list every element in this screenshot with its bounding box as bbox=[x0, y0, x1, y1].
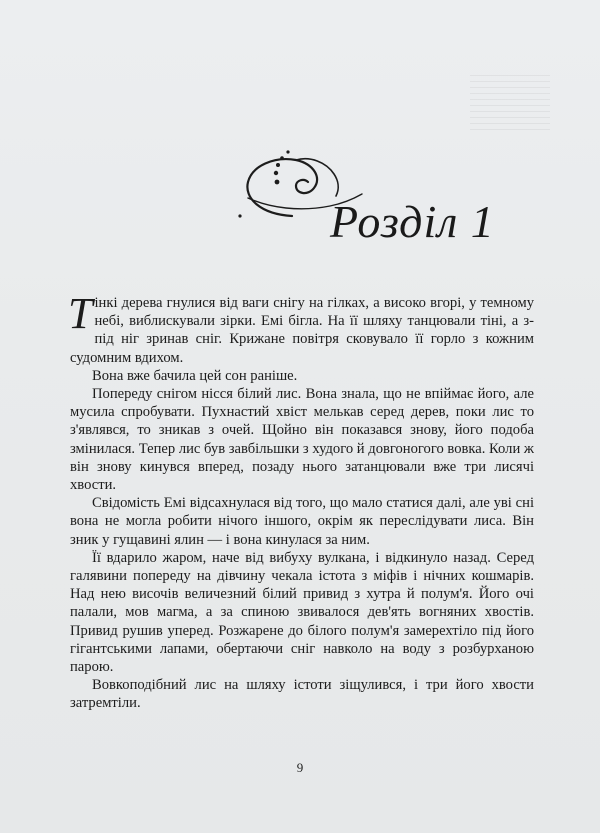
paragraph-4: Свідомість Емі відсахнулася від того, що мало статися далі, але уві сні вона не могла робити нічого іншого, окрім як переслідувати лиса. Він зник у гущавині ялин — і вона кинулася за ним. bbox=[70, 495, 534, 548]
paragraph-1 bbox=[68, 289, 534, 367]
show-through-text bbox=[470, 75, 550, 135]
drop-cap: Т bbox=[68, 289, 93, 338]
paragraph-5: Її вдарило жаром, наче від вибуху вулкана, і відкинуло назад. Серед галявини попереду на дівчину чекала істота з міфів і нічних кошмарів. Над нею височів величезний білий привид з хутра й полум'я. Його очі палали, мов магма, а за спиною звивалося дев'ять вогняних хвостів. Привид рушив уперед. Розжарене до білого полум'я замерехтіло під його гігантськими лапами, обертаючи сніг навколо на воду з розбурханою парою. bbox=[70, 549, 534, 676]
paragraph-1-text: інкі дерева гнулися від ваги снігу на гілках, а високо вгорі, у темному небі, виблискували зірки. Емі бігла. На її шляху танцювали тіні, а з-під ніг зринав сніг. Крижане повітря сковувало її горло з кожним судомним вдихом. bbox=[70, 295, 534, 366]
page-number: 9 bbox=[296, 760, 304, 775]
paragraph-6: Вовкоподібний лис на шляху істоти зіщулився, і три його хвости затремтіли. bbox=[70, 677, 534, 712]
paragraph-3: Попереду снігом нісся білий лис. Вона знала, що не впіймає його, але мусила спробувати. Пухнастий хвіст мелькав серед дерев, поки лис то з'являвся, то зникав з очей. Щойно він показався знову, його подоба змінилася. Тепер лис був завбільшки з худого й довгоногого вовка. Коли ж він знову кинувся вперед, позаду нього затанцювали вже три лисячі хвости. bbox=[70, 386, 534, 494]
chapter-title: Розділ 1 bbox=[330, 196, 495, 247]
paragraph-2: Вона вже бачила цей сон раніше. bbox=[92, 367, 298, 384]
chapter-body bbox=[68, 289, 534, 713]
